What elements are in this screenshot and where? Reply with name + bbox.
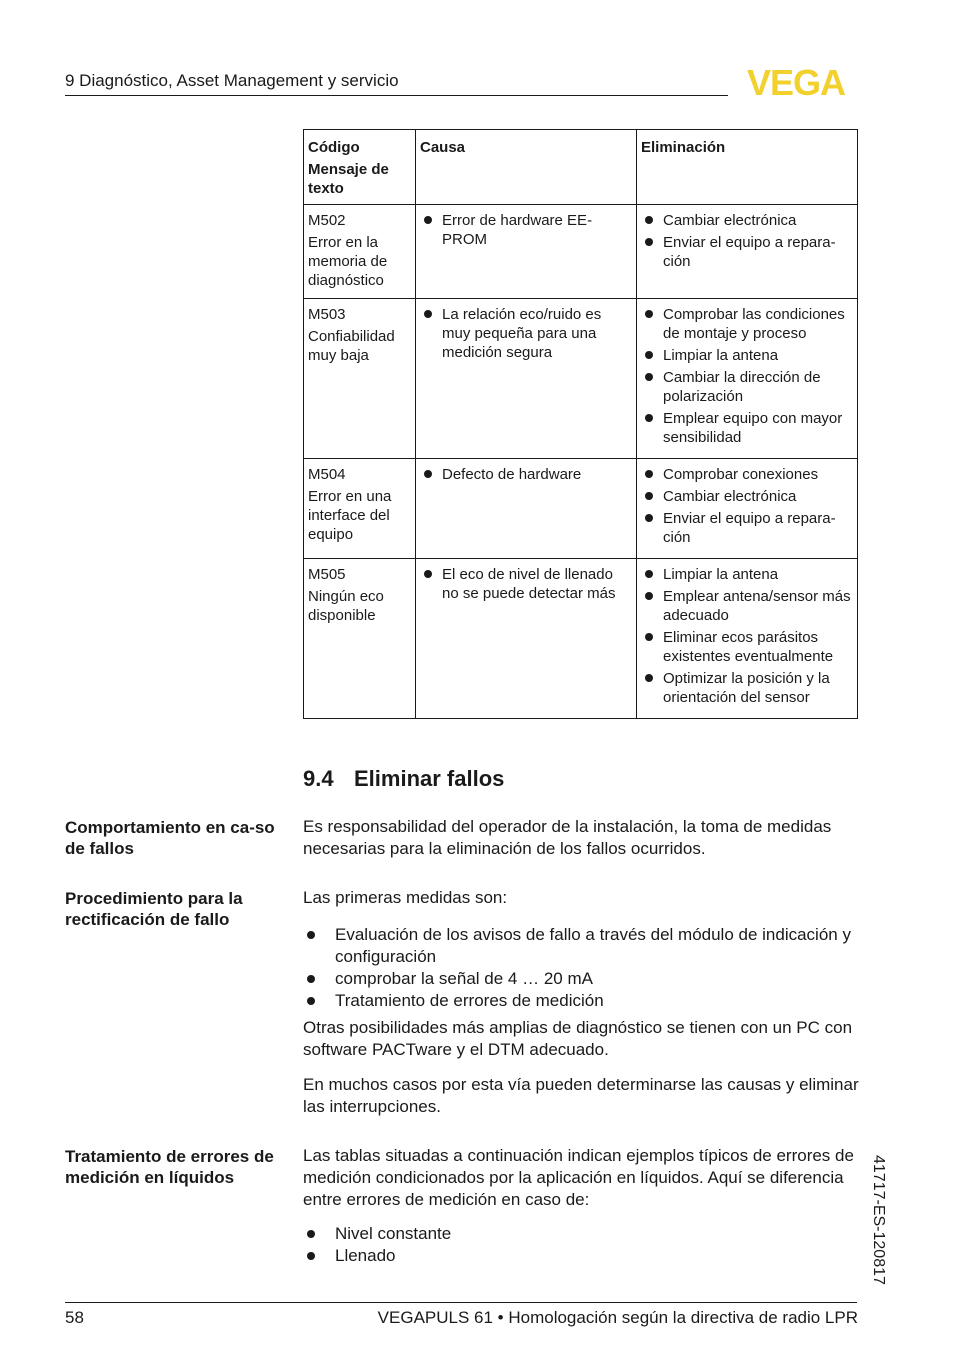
list-item: Emplear equipo con mayor sensibilidad xyxy=(641,409,853,447)
cause-cell xyxy=(416,299,637,459)
error-table xyxy=(303,129,858,719)
elimination-cell-list xyxy=(641,305,853,447)
elimination-cell xyxy=(637,459,858,559)
cause-cell xyxy=(416,205,637,299)
section-number: 9.4 xyxy=(303,766,334,791)
code-cell xyxy=(304,205,416,299)
cause-cell-list xyxy=(420,465,632,484)
running-header: 9 Diagnóstico, Asset Management y servicio xyxy=(65,71,399,90)
list-item: Tratamiento de errores de medición xyxy=(303,990,859,1012)
cause-cell-list xyxy=(420,565,632,603)
section-title: Eliminar fallos xyxy=(354,766,505,791)
code-cell xyxy=(304,459,416,559)
list-item: Llenado xyxy=(303,1245,859,1267)
section-heading xyxy=(303,766,504,792)
list-item: Enviar el equipo a repara-ción xyxy=(641,509,853,547)
code-cell xyxy=(304,559,416,719)
error-code: M503 xyxy=(308,306,346,323)
cause-cell xyxy=(416,459,637,559)
list-item: Eliminar ecos parásitos existentes eventualmente xyxy=(641,628,853,666)
list-item: Defecto de hardware xyxy=(420,465,632,484)
list-item: Limpiar la antena xyxy=(641,346,853,365)
elimination-cell xyxy=(637,559,858,719)
list-item: Emplear antena/sensor más adecuado xyxy=(641,587,853,625)
elimination-cell xyxy=(637,299,858,459)
vega-logo-text: VEGA xyxy=(746,64,846,98)
page-number: 58 xyxy=(65,1308,84,1327)
table-row xyxy=(304,299,858,459)
error-code: M505 xyxy=(308,566,346,583)
side-heading-behavior: Comportamiento en ca-so de fallos xyxy=(65,818,275,858)
header-cause: Causa xyxy=(416,130,637,205)
side-heading-liquids: Tratamiento de errores de medición en líquidos xyxy=(65,1147,274,1187)
list-item: Cambiar electrónica xyxy=(641,487,853,506)
list-item: Cambiar electrónica xyxy=(641,211,853,230)
error-message: Error en la memoria de diagnóstico xyxy=(308,234,388,289)
table-row xyxy=(304,205,858,299)
document-code xyxy=(869,1155,893,1305)
elimination-cell-list xyxy=(641,465,853,547)
list-item: Comprobar las condiciones de montaje y proceso xyxy=(641,305,853,343)
error-message: Ningún eco disponible xyxy=(308,588,384,624)
error-code: M502 xyxy=(308,212,346,229)
table-row xyxy=(304,459,858,559)
procedure-text-1: Otras posibilidades más amplias de diagnóstico se tienen con un PC con software PACTware y el DTM adecuado. xyxy=(303,1018,853,1059)
list-item: comprobar la señal de 4 … 20 mA xyxy=(303,968,859,990)
error-message: Confiabilidad muy baja xyxy=(308,328,395,364)
list-item: Evaluación de los avisos de fallo a través del módulo de indicación y configuración xyxy=(303,924,859,968)
liquids-text: Las tablas situadas a continuación indican ejemplos típicos de errores de medición condicionados por la aplicación en líquidos. Aquí se diferencia entre errores de medición en caso de: xyxy=(303,1146,854,1209)
list-item: Comprobar conexiones xyxy=(641,465,853,484)
footer-rule xyxy=(65,1302,857,1303)
header-rule xyxy=(65,95,728,96)
cause-cell-list xyxy=(420,305,632,362)
list-item: Enviar el equipo a repara-ción xyxy=(641,233,853,271)
cause-cell xyxy=(416,559,637,719)
code-cell xyxy=(304,299,416,459)
list-item: El eco de nivel de llenado no se puede detectar más xyxy=(420,565,632,603)
side-heading-procedure: Procedimiento para la rectificación de fallo xyxy=(65,889,243,929)
error-code: M504 xyxy=(308,466,346,483)
elimination-cell-list xyxy=(641,211,853,271)
list-item: Cambiar la dirección de polarización xyxy=(641,368,853,406)
liquids-list xyxy=(303,1223,859,1267)
elimination-cell-list xyxy=(641,565,853,707)
list-item: Optimizar la posición y la orientación del sensor xyxy=(641,669,853,707)
table-row xyxy=(304,559,858,719)
error-message: Error en una interface del equipo xyxy=(308,488,392,543)
footer-title: VEGAPULS 61 • Homologación según la directiva de radio LPR xyxy=(377,1308,858,1327)
header-elimination: Eliminación xyxy=(637,130,858,205)
table-header-row xyxy=(304,130,858,205)
list-item: Limpiar la antena xyxy=(641,565,853,584)
procedure-list xyxy=(303,924,859,1012)
document-code-text: 41717-ES-120817 xyxy=(870,1155,887,1285)
vega-logo xyxy=(734,64,858,98)
cause-cell-list xyxy=(420,211,632,249)
header-code: Código Mensaje de texto xyxy=(304,130,416,205)
list-item: Nivel constante xyxy=(303,1223,859,1245)
list-item: La relación eco/ruido es muy pequeña para una medición segura xyxy=(420,305,632,362)
procedure-text-2: En muchos casos por esta vía pueden determinarse las causas y eliminar las interrupciones. xyxy=(303,1075,859,1116)
elimination-cell xyxy=(637,205,858,299)
behavior-text: Es responsabilidad del operador de la instalación, la toma de medidas necesarias para la eliminación de los fallos ocurridos. xyxy=(303,817,832,858)
procedure-intro: Las primeras medidas son: xyxy=(303,888,508,907)
list-item: Error de hardware EE-PROM xyxy=(420,211,632,249)
